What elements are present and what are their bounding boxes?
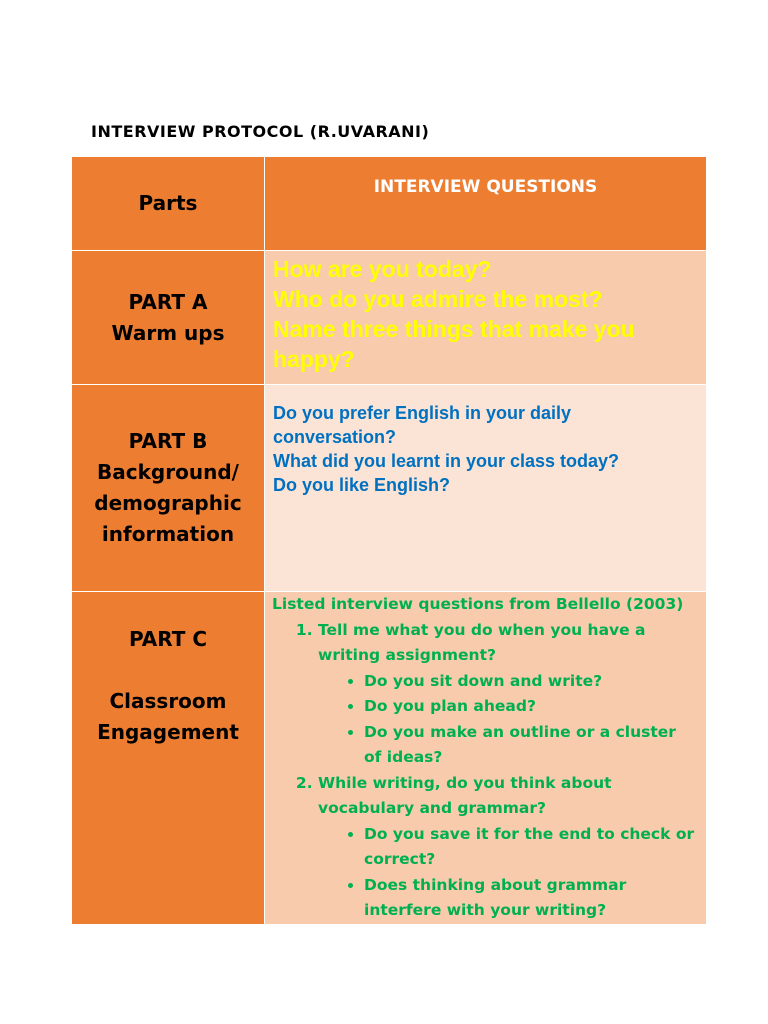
part-c-label-cell	[72, 592, 265, 925]
list-item: • Do you save it for the end to check or correct?	[364, 822, 698, 873]
list-item: • Do you make an outline or a cluster of ideas?	[364, 720, 698, 771]
table-row-part-a	[72, 251, 707, 385]
header-parts-label: Parts	[138, 191, 198, 215]
part-b-question-list	[265, 385, 706, 497]
part-c-question-list	[265, 592, 706, 924]
header-questions-cell	[265, 157, 707, 251]
part-b-question: What did you learnt in your class today?	[273, 451, 620, 471]
numbered-question-list	[272, 618, 698, 924]
part-a-title: PART A	[128, 289, 208, 314]
table-header-row	[72, 157, 707, 251]
list-item: • Does thinking about grammar interfere with your writing?	[364, 873, 698, 924]
list-item: • Do you plan ahead?	[364, 694, 698, 720]
part-a-subtitle: Warm ups	[111, 320, 225, 345]
part-a-questions-cell	[265, 251, 707, 385]
table-row-part-c	[72, 592, 707, 925]
part-c-subtitle-line: Engagement	[97, 720, 239, 744]
document-title: INTERVIEW PROTOCOL (R.UVARANI)	[91, 122, 430, 141]
part-c-spacer	[72, 655, 264, 686]
header-parts-cell	[72, 157, 265, 251]
part-a-question-list	[265, 251, 706, 374]
part-b-question: Do you prefer English in your daily conversation?	[273, 403, 572, 447]
list-item: • Do you sit down and write?	[364, 669, 698, 695]
part-b-questions-cell	[265, 385, 707, 592]
part-c-intro: Listed interview questions from Bellello (2003)	[272, 595, 684, 613]
part-b-subtitle-line: information	[101, 522, 235, 546]
part-c-subtitle-line: Classroom	[109, 689, 227, 713]
part-a-question: How are you today?	[273, 256, 492, 282]
part-b-subtitle-line: Background/	[97, 460, 239, 484]
part-a-question: Name three things that make you happy?	[273, 316, 635, 372]
part-b-question: Do you like English?	[273, 475, 451, 495]
part-b-title: PART B	[128, 429, 208, 453]
list-item	[318, 618, 698, 771]
interview-protocol-table	[71, 156, 707, 925]
part-a-question: Who do you admire the most?	[273, 286, 603, 312]
bullet-sub-list	[318, 669, 698, 771]
list-item	[318, 771, 698, 924]
part-c-title: PART C	[128, 627, 208, 651]
part-b-label-cell	[72, 385, 265, 592]
part-b-subtitle-line: demographic	[94, 491, 242, 515]
numbered-question: While writing, do you think about vocabulary and grammar?	[318, 773, 612, 817]
part-a-label-cell	[72, 251, 265, 385]
numbered-question: Tell me what you do when you have a writing assignment?	[318, 620, 646, 664]
header-questions-label: INTERVIEW QUESTIONS	[373, 177, 598, 197]
part-c-questions-cell	[265, 592, 707, 925]
bullet-sub-list	[318, 822, 698, 924]
table-row-part-b	[72, 385, 707, 592]
